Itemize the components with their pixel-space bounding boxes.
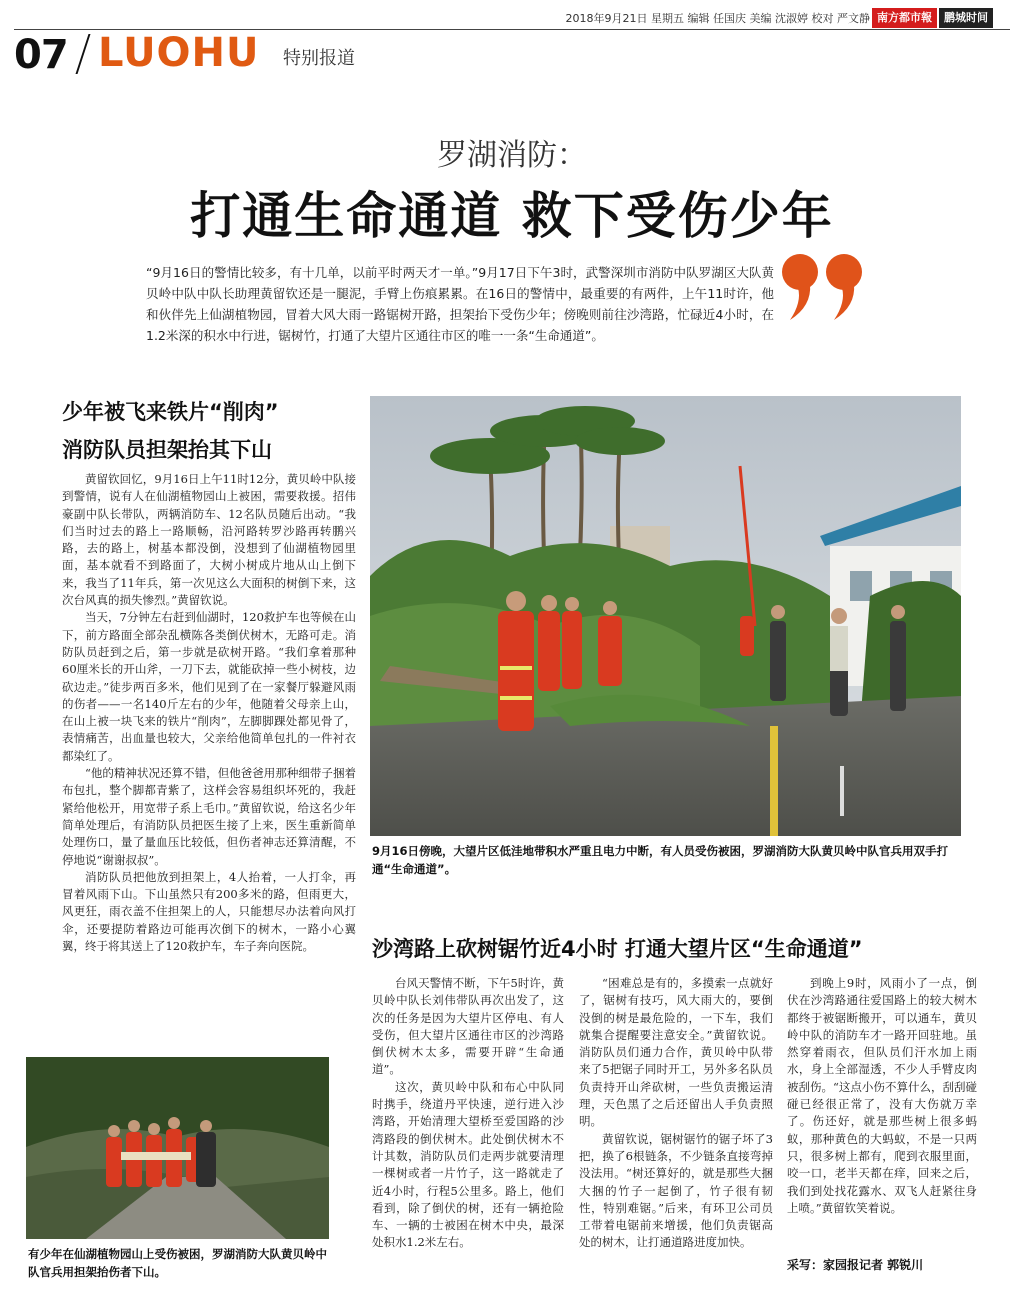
story1-subhead-line1: 少年被飞来铁片“削肉” <box>62 400 279 424</box>
brand-main-logo: 南方都市報 <box>872 8 937 28</box>
slash-divider <box>76 34 91 74</box>
story1-paragraph: 黄留钦回忆，9月16日上午11时12分，黄贝岭中队接到警情，说有人在仙湖植物园山上被困，需要救援。招伟豪副中队长带队，两辆消防车、12名队员随后出动。“我们当时过去的路上一路顺畅，沿河路转罗沙路再转鹏兴路，去的路上，树基本都没倒，没想到了仙湖植物园里面，基本就看不到路面了，大树小树成片地从山上倒下来，我当了11年兵，第一次见这么大面积的树倒下来，这次台风真的损失惨烈。”黄留钦说。 <box>62 472 356 608</box>
story1-paragraph: “他的精神状况还算不错，但他爸爸用那种细带子捆着布包扎，整个脚都青紫了，这样会容易组织坏死的，我赶紧给他松开，用宽带子系上毛巾。”黄留钦说，给这名少年简单处理后，有消防队员把医生接了上来，医生重新简单处理伤口，量了量血压比较低，但伤者神志还算清醒，不停地说“谢谢叔叔”。 <box>62 766 356 867</box>
byline: 采写：家园报记者 郭锐川 <box>787 1258 924 1272</box>
article-lead: “9月16日的警情比较多，有十几单，以前平时两天才一单。”9月17日下午3时，武警深圳市消防中队罗湖区大队黄贝岭中队中队长助理黄留钦还是一腿泥，手臂上伤痕累累。在16日的警情中，最重要的有两件，上午11时许，他和伙伴先上仙湖植物园，冒着大风大雨一路锯树开路，担架抬下受伤少年；傍晚则前往沙湾路，忙碌近4小时，在1.2米深的积水中行进，锯树竹，打通了大望片区通往市区的唯一一条“生命通道”。 <box>146 265 774 343</box>
main-photo <box>370 396 961 836</box>
story1-subhead-line2: 消防队员担架抬其下山 <box>62 438 272 462</box>
story1-subhead <box>62 393 352 469</box>
story2-paragraph: 这次，黄贝岭中队和布心中队同时携手，绕道丹平快速，逆行进入沙湾路，开始清理大望桥至爱国路的沙湾路段的倒伏树木。此处倒伏树木不计其数，消防队员们走两步就要清理一棵树或者一片竹子，这一路就走了近4小时，行程5公里多。路上，他们看到，除了倒伏的树，还有一辆抢险车、一辆的士被困在树木中央，最深处积水1.2米左右。 <box>372 1079 564 1250</box>
story2-paragraph: 台风天警情不断，下午5时许，黄贝岭中队长刘伟带队再次出发了，这次的任务是因为大望片区停电、有人受伤，但大望片区通往市区的沙湾路倒伏树木太多，需要开辟“生命通道”。 <box>372 976 564 1077</box>
quote-icon <box>780 250 866 322</box>
story1-body <box>62 471 356 955</box>
issue-info: 2018年9月21日 星期五 编辑 任国庆 美编 沈淑婷 校对 严文静 <box>565 12 870 25</box>
story2-paragraph: 黄留钦说，锯树锯竹的锯子坏了3把，换了6根链条，不少链条直接弯掉没法用。“树还算好的，就是那些大捆大捆的竹子一起倒了，竹子很有韧性，特别难锯。”后来，有环卫公司员工带着电锯前来增援，他们负责锯高处的树木，让打通道路进度加快。 <box>579 1131 773 1250</box>
story2-column-2 <box>579 975 773 1252</box>
main-photo-caption: 9月16日傍晚，大望片区低洼地带积水严重且电力中断，有人员受伤被困，罗湖消防大队黄贝岭中队官兵用双手打通“生命通道”。 <box>372 844 948 876</box>
page-number: 07 <box>14 32 68 78</box>
story1-paragraph: 消防队员把他放到担架上，4人抬着，一人打伞，再冒着风雨下山。下山虽然只有200多米的路，但雨更大，风更狂，雨衣盖不住担架上的人，只能想尽办法着向风打伞，还要提防着路边可能再次倒下的树木，一路小心翼翼，终于将其送上了120救护车，车子奔向医院。 <box>62 869 356 954</box>
story1-paragraph: 当天，7分钟左右赶到仙湖时，120救护车也等候在山下，前方路面全部杂乱横陈各类倒伏树木，无路可走。消防队员赶到之后，第一步就是砍树开路。“我们拿着那种60厘米长的开山斧，一刀下去，就能砍掉一些小树枝，边砍边走。”徒步两百多米，他们见到了在一家餐厅躲避风雨的伤者——一名140斤左右的少年，他随着父母亲上山，在山上被一块飞来的铁片“削肉”，左脚脚踝处都见骨了，表情痛苦，出血量也较大，父亲给他简单包扎的一件衬衣都染红了。 <box>62 610 356 763</box>
brand-sub-logo: 鹏城时间 <box>939 8 993 28</box>
story2-paragraph: 到晚上9时，风雨小了一点，倒伏在沙湾路通往爱国路上的较大树木都终于被锯断搬开，可以通车，黄贝岭中队的消防车才一路开回驻地。虽然穿着雨衣，但队员们汗水加上雨水，身上全部湿透，不少人手臂皮肉被刮伤。“这点小伤不算什么，刮刮碰碰已经很正常了，没有大伤就万幸了。伤还好，就是那些树上很多蚂蚁，那种黄色的大蚂蚁，不是一只两只，很多树上都有，爬到衣服里面，咬一口，老半天都在痒，回来之后，我们到处找花露水、双飞人赶紧往身上喷。”黄留钦笑着说。 <box>787 976 977 1215</box>
newspaper-brand <box>872 8 993 28</box>
story2-column-1 <box>372 975 564 1252</box>
stretcher-photo-caption: 有少年在仙湖植物园山上受伤被困，罗湖消防大队黄贝岭中队官兵用担架抬伤者下山。 <box>28 1247 327 1279</box>
article-headline: 打通生命通道 救下受伤少年 <box>190 187 834 245</box>
story2-column-3 <box>787 975 977 1217</box>
article-kicker: 罗湖消防： <box>437 138 587 173</box>
story2-subhead: 沙湾路上砍树锯竹近4小时 打通大望片区“生命通道” <box>372 937 863 961</box>
story2-paragraph: “困难总是有的，多摸索一点就好了，锯树有技巧，风大雨大的，要倒没倒的树是最危险的，一下车，我们就集合提醒要注意安全。”黄留钦说。消防队员们通力合作，黄贝岭中队带来了5把锯子同时开工，另外多名队员负责持开山斧砍树，一些负责搬运清理，天色黑了之后还留出人手负责照明。 <box>579 976 773 1129</box>
section-title: LUOHU <box>98 30 260 76</box>
stretcher-photo <box>26 1057 329 1239</box>
section-subtitle: 特别报道 <box>283 48 355 69</box>
